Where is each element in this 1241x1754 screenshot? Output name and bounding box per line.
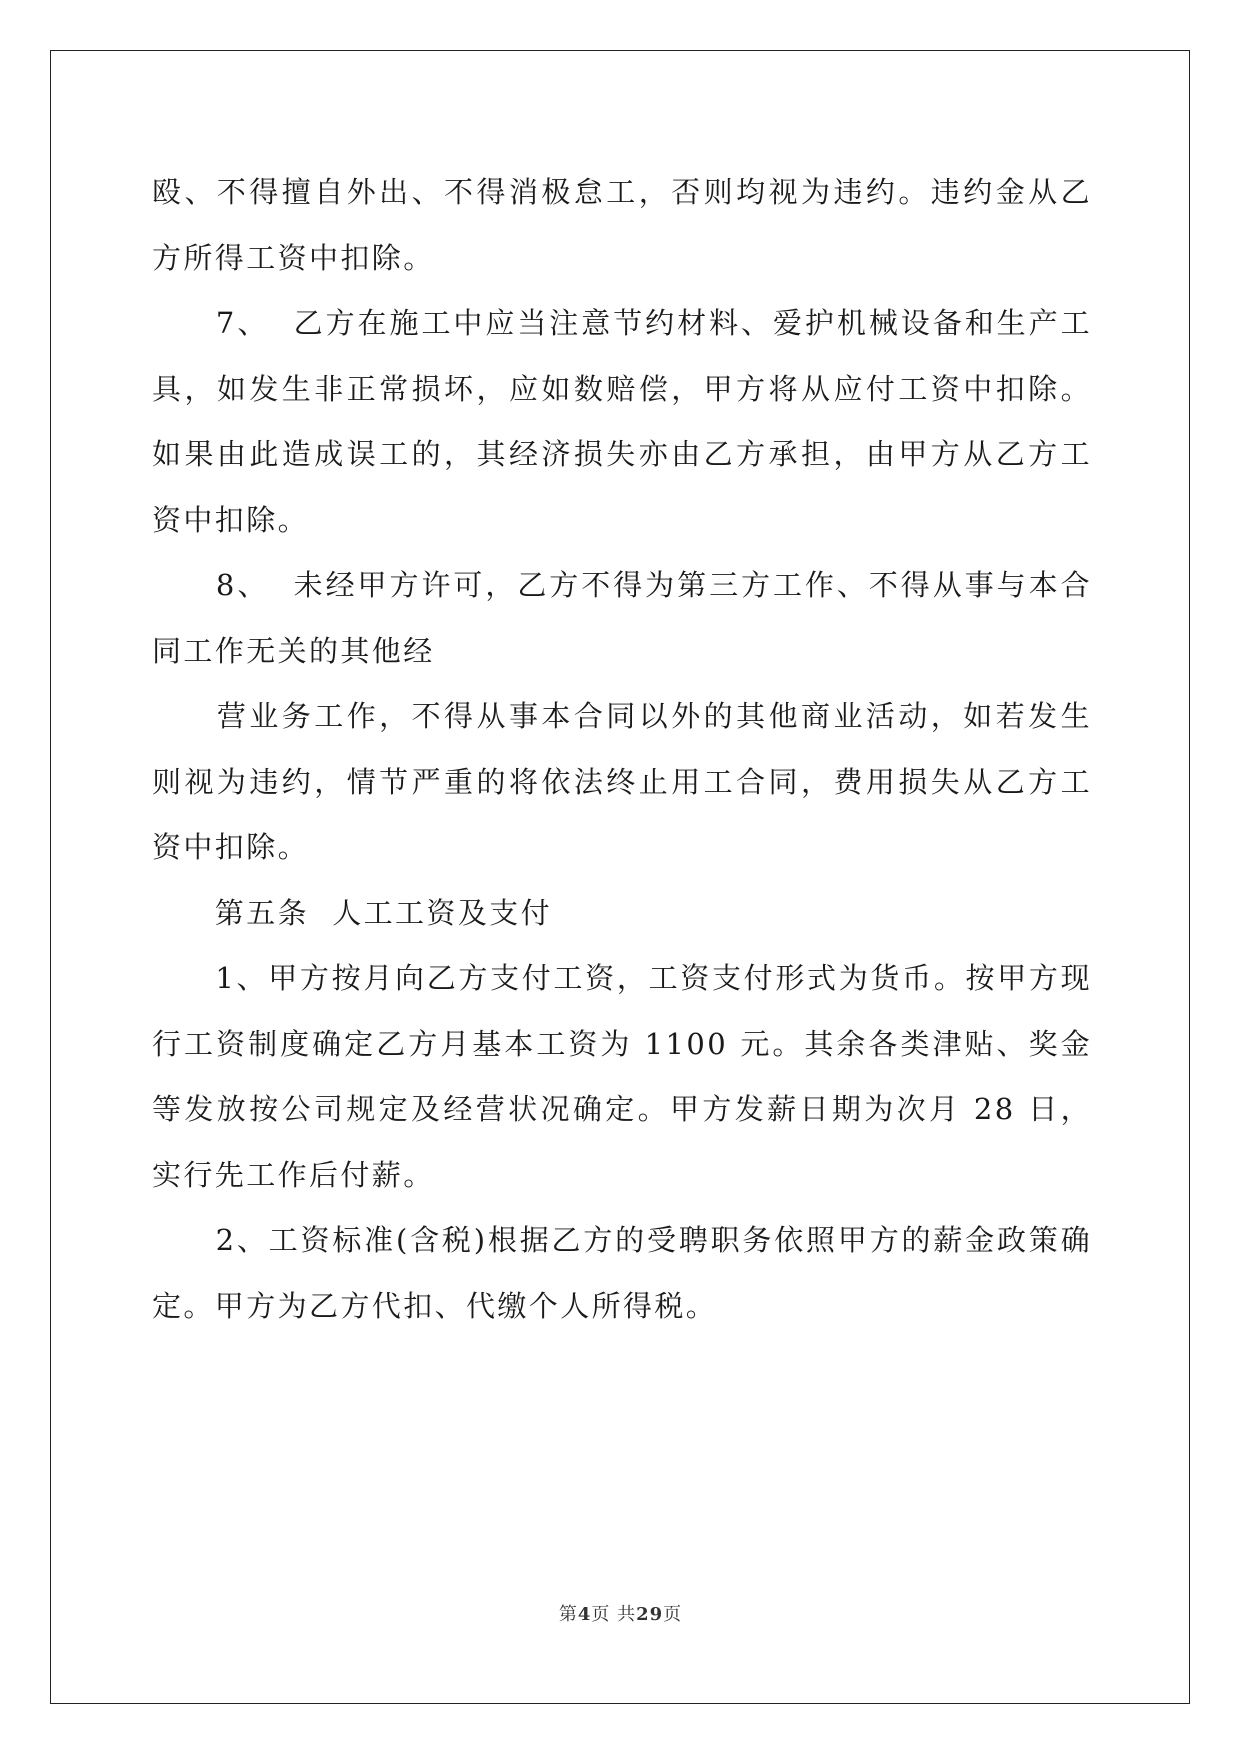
footer-prefix: 第 xyxy=(558,1604,578,1625)
paragraph: 8、 未经甲方许可，乙方不得为第三方工作、不得从事与本合同工作无关的其他经 xyxy=(152,568,1092,668)
paragraph: 殴、不得擅自外出、不得消极怠工，否则均视为违约。违约金从乙方所得工资中扣除。 xyxy=(152,175,1092,275)
document-body xyxy=(152,160,1092,1339)
paragraph: 1、甲方按月向乙方支付工资，工资支付形式为货币。按甲方现行工资制度确定乙方月基本工资为 1100 元。其余各类津贴、奖金等发放按公司规定及经营状况确定。甲方发薪日期为次月 28 日，实行先工作后付薪。 xyxy=(152,961,1092,1192)
page-footer xyxy=(0,1600,1241,1626)
current-page-number: 4 xyxy=(577,1604,592,1625)
paragraph: 2、工资标准(含税)根据乙方的受聘职务依照甲方的薪金政策确定。甲方为乙方代扣、代缴个人所得税。 xyxy=(152,1223,1092,1323)
section-heading: 第五条 人工工资及支付 xyxy=(152,895,553,930)
footer-mid: 页 共 xyxy=(591,1604,637,1625)
total-pages-number: 29 xyxy=(636,1604,664,1625)
paragraph: 营业务工作，不得从事本合同以外的其他商业活动，如若发生则视为违约，情节严重的将依法终止用工合同，费用损失从乙方工资中扣除。 xyxy=(152,699,1092,864)
footer-suffix: 页 xyxy=(663,1604,683,1625)
paragraph: 7、 乙方在施工中应当注意节约材料、爱护机械设备和生产工具，如发生非正常损坏，应如数赔偿，甲方将从应付工资中扣除。如果由此造成误工的，其经济损失亦由乙方承担，由甲方从乙方工资中扣除。 xyxy=(152,306,1092,537)
